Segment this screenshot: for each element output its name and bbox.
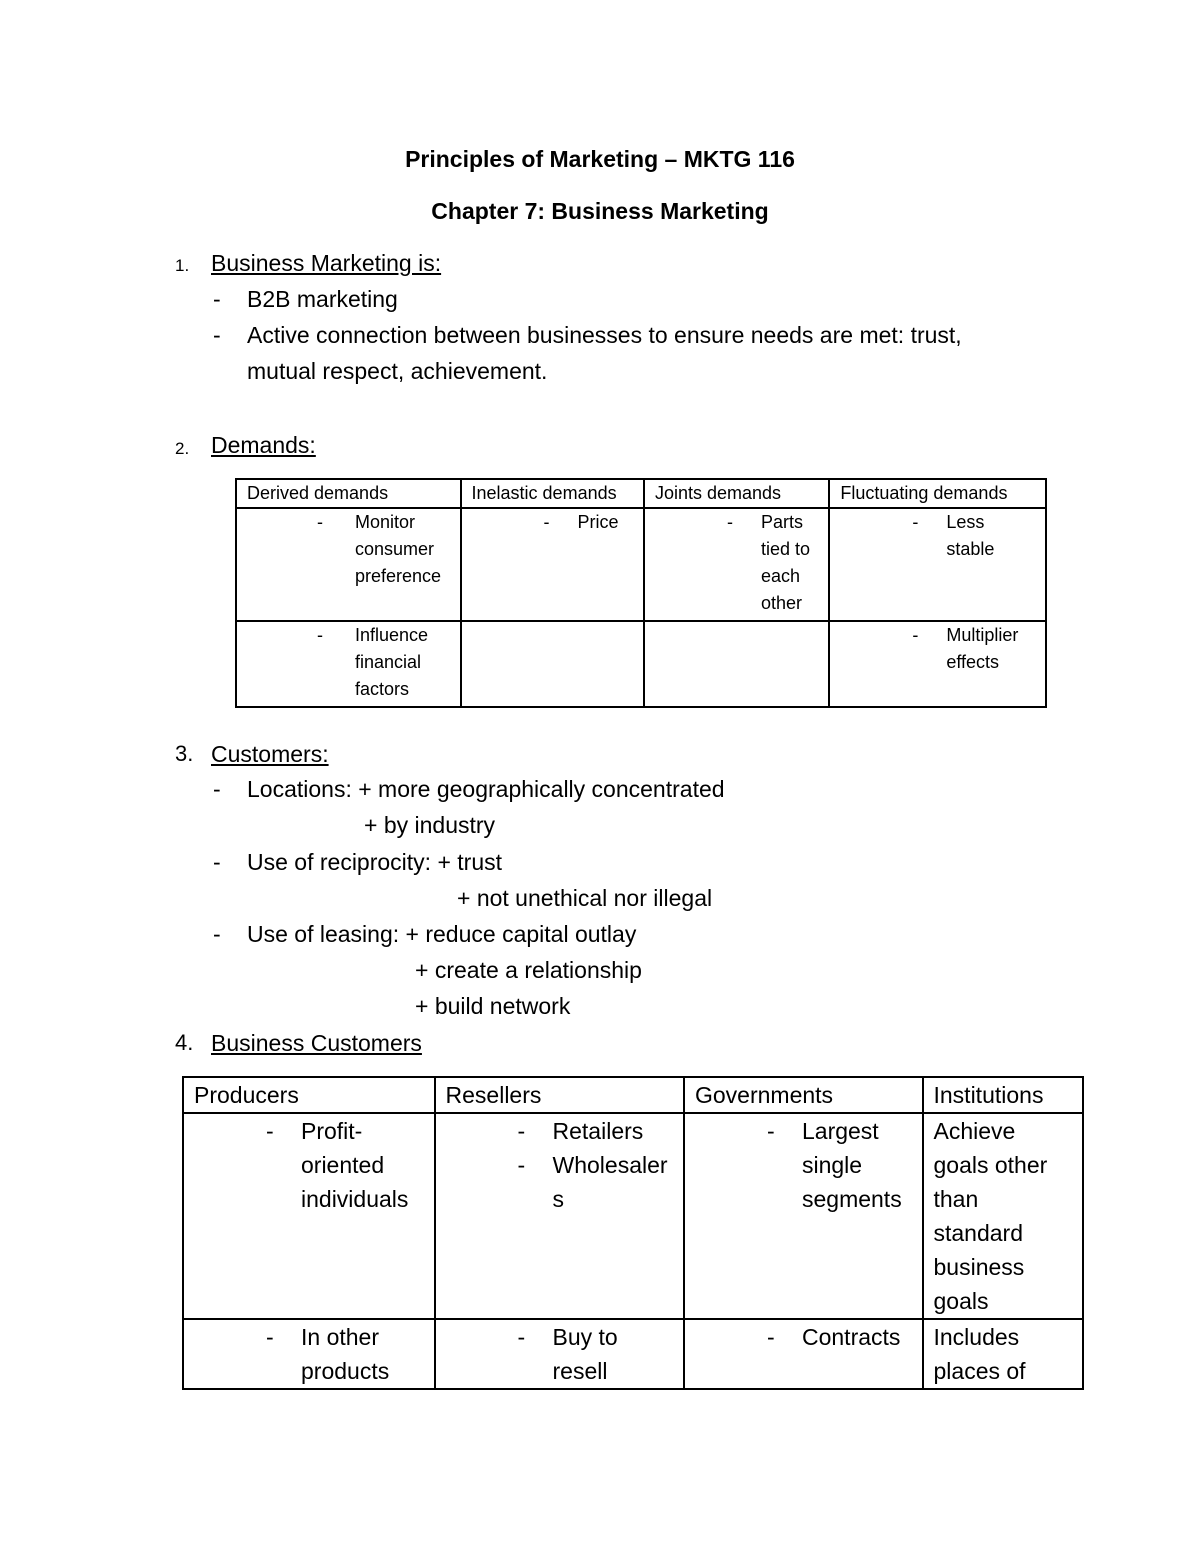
chapter-title: Chapter 7: Business Marketing: [431, 198, 769, 224]
cell-text: Price: [577, 512, 619, 532]
table-row: [236, 508, 1046, 621]
table-cell: [829, 508, 1046, 621]
bullet-dash: -: [726, 512, 733, 532]
section1-number: 1.: [175, 256, 190, 275]
table-cell: [684, 1319, 923, 1389]
bullet-dash: -: [912, 512, 919, 532]
cell-text: Wholesalers: [552, 1152, 668, 1212]
table-header-row: [183, 1077, 1083, 1113]
bullet-dash: -: [517, 1118, 526, 1144]
table-cell: [644, 508, 829, 621]
bullet-dash: -: [517, 1324, 526, 1350]
cell-text: Includes places of: [933, 1324, 1026, 1384]
section1-bullet: B2B marketing: [247, 286, 398, 312]
section3-line: Use of leasing: + reduce capital outlay: [247, 921, 637, 947]
table-cell: [435, 1113, 684, 1319]
table-header-cell: Institutions: [923, 1077, 1084, 1113]
section3-line: + by industry: [364, 812, 496, 838]
bullet-dash: -: [266, 1324, 274, 1350]
table-cell: [923, 1113, 1084, 1319]
table-header-cell: Joints demands: [644, 479, 829, 508]
table-header-row: [236, 479, 1046, 508]
section3-line: + create a relationship: [415, 957, 642, 983]
table-cell: [923, 1319, 1084, 1389]
demands-table: [235, 478, 1047, 708]
cell-text: Multiplier effects: [946, 625, 1019, 672]
table-cell: [829, 621, 1046, 707]
cell-text: Buy to resell: [552, 1324, 618, 1384]
bullet-dash: -: [317, 625, 323, 645]
section3-line: Use of reciprocity: + trust: [247, 849, 502, 875]
table-row: [183, 1319, 1083, 1389]
section3-number: 3.: [175, 741, 194, 766]
business-customers-table: [182, 1076, 1084, 1390]
bullet-dash: -: [213, 921, 221, 947]
section3-line: Locations: + more geographically concentrated: [247, 776, 725, 802]
section2-heading: Demands:: [211, 432, 316, 458]
bullet-dash: -: [317, 512, 323, 532]
table-cell: [236, 508, 461, 621]
table-cell: [644, 621, 829, 707]
bullet-dash: -: [213, 849, 221, 875]
table-cell: [183, 1319, 435, 1389]
cell-text: Profit-oriented individuals: [301, 1118, 409, 1212]
table-header-cell: Governments: [684, 1077, 923, 1113]
section3-line: + build network: [415, 993, 571, 1019]
table-header-cell: Inelastic demands: [461, 479, 644, 508]
table-cell: [236, 621, 461, 707]
table-row: [183, 1113, 1083, 1319]
table-header-cell: Fluctuating demands: [829, 479, 1046, 508]
cell-text: Achieve goals other than standard business goals: [933, 1118, 1048, 1314]
cell-text: Influence financial factors: [355, 625, 429, 699]
table-cell: [183, 1113, 435, 1319]
section3-line: + not unethical nor illegal: [457, 885, 713, 911]
table-header-cell: Producers: [183, 1077, 435, 1113]
bullet-dash: -: [213, 286, 221, 312]
cell-text: Less stable: [946, 512, 995, 559]
table-cell: [684, 1113, 923, 1319]
cell-text: Monitor consumer preference: [355, 512, 442, 586]
bullet-dash: -: [766, 1118, 775, 1144]
document-title: Principles of Marketing – MKTG 116: [405, 146, 795, 172]
bullet-dash: -: [912, 625, 919, 645]
bullet-dash: -: [543, 512, 550, 532]
table-header-cell: Resellers: [435, 1077, 684, 1113]
section1-bullet: Active connection between businesses to ensure needs are met: trust,: [247, 322, 962, 348]
bullet-dash: -: [766, 1324, 775, 1350]
cell-text: In other products: [301, 1324, 390, 1384]
bullet-dash: -: [517, 1152, 526, 1178]
section1-heading: Business Marketing is:: [211, 250, 442, 276]
cell-text: Contracts: [801, 1324, 901, 1350]
table-cell: [435, 1319, 684, 1389]
bullet-dash: -: [213, 776, 221, 802]
section4-heading: Business Customers: [211, 1030, 422, 1056]
table-cell: [461, 508, 644, 621]
table-header-cell: Derived demands: [236, 479, 461, 508]
cell-text: Parts tied to each other: [760, 512, 810, 613]
table-row: [236, 621, 1046, 707]
cell-text: Retailers: [552, 1118, 644, 1144]
table-cell: [461, 621, 644, 707]
bullet-dash: -: [266, 1118, 274, 1144]
section4-number: 4.: [175, 1030, 194, 1055]
bullet-dash: -: [213, 322, 221, 348]
cell-text: Largest single segments: [801, 1118, 902, 1212]
section3-heading: Customers:: [211, 741, 329, 767]
section1-bullet-continuation: mutual respect, achievement.: [247, 358, 548, 384]
section2-number: 2.: [175, 439, 190, 458]
